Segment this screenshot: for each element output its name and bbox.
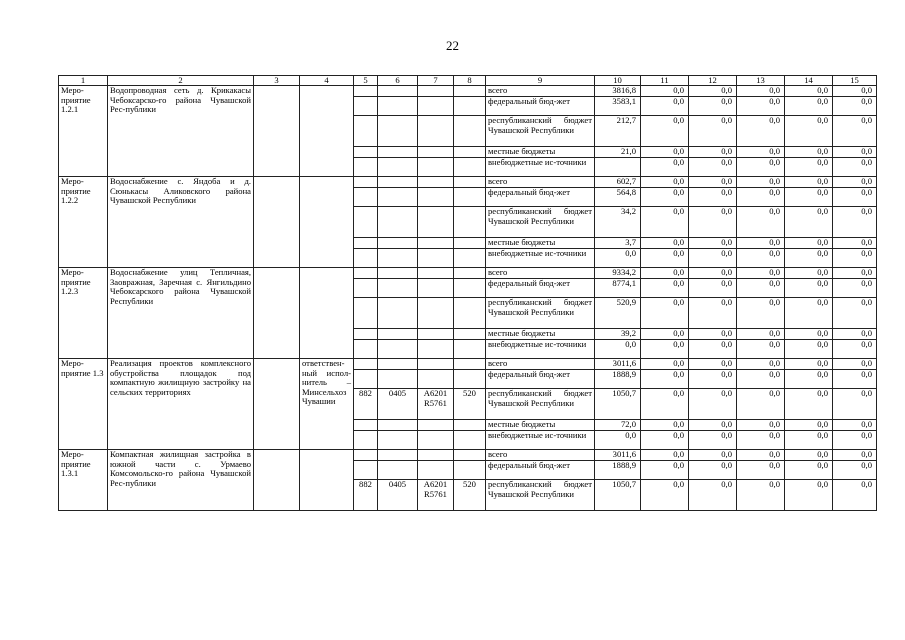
amount-cell: 1050,7	[595, 389, 641, 420]
code-col5	[354, 188, 378, 207]
code-col8	[454, 370, 486, 389]
amount-cell: 0,0	[785, 177, 833, 188]
amount-cell: 212,7	[595, 116, 641, 147]
measure-name: Водопроводная сеть д. Крикакасы Чебоксарско-го района Чувашской Рес-публики	[108, 86, 254, 177]
funding-source: местные бюджеты	[486, 238, 595, 249]
amount-cell: 0,0	[737, 238, 785, 249]
amount-cell: 0,0	[595, 249, 641, 268]
column-header: 13	[737, 76, 785, 86]
amount-cell: 0,0	[641, 420, 689, 431]
code-col6	[378, 116, 418, 147]
amount-cell: 0,0	[785, 298, 833, 329]
amount-cell: 0,0	[833, 329, 877, 340]
amount-cell: 0,0	[595, 431, 641, 450]
amount-cell: 0,0	[737, 461, 785, 480]
funding-source: республиканский бюджет Чувашской Республики	[486, 389, 595, 420]
amount-cell: 0,0	[641, 279, 689, 298]
amount-cell: 0,0	[641, 298, 689, 329]
table-row	[59, 268, 877, 279]
funding-source: республиканский бюджет Чувашской Республики	[486, 298, 595, 329]
code-col6	[378, 329, 418, 340]
code-col7	[418, 268, 454, 279]
amount-cell: 0,0	[689, 431, 737, 450]
code-col6	[378, 370, 418, 389]
amount-cell: 0,0	[785, 249, 833, 268]
amount-cell	[595, 158, 641, 177]
responsible-executor	[300, 268, 354, 359]
code-col6	[378, 461, 418, 480]
code-col8	[454, 461, 486, 480]
amount-cell: 0,0	[737, 298, 785, 329]
code-col6	[378, 147, 418, 158]
amount-cell: 0,0	[833, 116, 877, 147]
funding-source: всего	[486, 86, 595, 97]
measure-name: Компактная жилищная застройка в южной части с. Урмаево Комсомольско-го района Чувашской Рес-публики	[108, 450, 254, 511]
code-col8	[454, 268, 486, 279]
amount-cell: 0,0	[689, 420, 737, 431]
budget-table	[58, 75, 877, 511]
measure-code: Меро-приятие 1.2.3	[59, 268, 108, 359]
amount-cell: 0,0	[737, 86, 785, 97]
responsible-executor	[300, 450, 354, 511]
amount-cell: 0,0	[737, 158, 785, 177]
amount-cell: 0,0	[785, 116, 833, 147]
amount-cell: 0,0	[833, 238, 877, 249]
measure-name: Водоснабжение с. Яндоба и д. Сюнькасы Аликовского района Чувашской Республики	[108, 177, 254, 268]
amount-cell: 0,0	[689, 298, 737, 329]
measure-code: Меро-приятие 1.2.1	[59, 86, 108, 177]
amount-cell: 0,0	[833, 389, 877, 420]
code-col5	[354, 207, 378, 238]
amount-cell: 0,0	[833, 207, 877, 238]
amount-cell: 0,0	[641, 480, 689, 511]
amount-cell: 0,0	[833, 86, 877, 97]
code-col6: 0405	[378, 480, 418, 511]
funding-source: местные бюджеты	[486, 420, 595, 431]
amount-cell: 0,0	[641, 158, 689, 177]
measure-code: Меро-приятие 1.3	[59, 359, 108, 450]
amount-cell: 8774,1	[595, 279, 641, 298]
code-col7	[418, 461, 454, 480]
amount-cell: 0,0	[833, 340, 877, 359]
amount-cell: 0,0	[833, 249, 877, 268]
column-header: 8	[454, 76, 486, 86]
amount-cell: 0,0	[737, 97, 785, 116]
code-col7	[418, 116, 454, 147]
amount-cell: 0,0	[641, 207, 689, 238]
column-header: 5	[354, 76, 378, 86]
amount-cell: 34,2	[595, 207, 641, 238]
funding-source: внебюджетные ис-точники	[486, 249, 595, 268]
responsible-executor	[300, 177, 354, 268]
code-col6	[378, 86, 418, 97]
amount-cell: 0,0	[833, 188, 877, 207]
code-col6	[378, 238, 418, 249]
column-3-cell	[254, 450, 300, 511]
amount-cell: 0,0	[641, 97, 689, 116]
code-col7	[418, 420, 454, 431]
code-col7	[418, 188, 454, 207]
table-row	[59, 359, 877, 370]
amount-cell: 0,0	[689, 238, 737, 249]
amount-cell: 0,0	[737, 359, 785, 370]
amount-cell: 0,0	[641, 329, 689, 340]
amount-cell: 0,0	[833, 480, 877, 511]
funding-source: внебюджетные ис-точники	[486, 431, 595, 450]
amount-cell: 0,0	[833, 359, 877, 370]
amount-cell: 0,0	[737, 329, 785, 340]
code-col5	[354, 97, 378, 116]
column-3-cell	[254, 177, 300, 268]
code-col5	[354, 116, 378, 147]
code-col8	[454, 249, 486, 268]
code-col7	[418, 279, 454, 298]
code-col8	[454, 329, 486, 340]
amount-cell: 0,0	[641, 249, 689, 268]
code-col6	[378, 298, 418, 329]
code-col6	[378, 158, 418, 177]
page-number: 22	[446, 38, 459, 53]
amount-cell: 0,0	[641, 389, 689, 420]
funding-source: федеральный бюд-жет	[486, 461, 595, 480]
code-col7	[418, 431, 454, 450]
amount-cell: 0,0	[689, 268, 737, 279]
amount-cell: 72,0	[595, 420, 641, 431]
code-col8	[454, 147, 486, 158]
amount-cell: 0,0	[833, 279, 877, 298]
funding-source: местные бюджеты	[486, 329, 595, 340]
code-col5	[354, 177, 378, 188]
amount-cell: 0,0	[689, 147, 737, 158]
amount-cell: 0,0	[641, 116, 689, 147]
amount-cell: 0,0	[737, 279, 785, 298]
code-col8	[454, 340, 486, 359]
amount-cell: 0,0	[689, 359, 737, 370]
amount-cell: 0,0	[737, 340, 785, 359]
funding-source: местные бюджеты	[486, 147, 595, 158]
amount-cell: 0,0	[785, 188, 833, 207]
funding-source: всего	[486, 450, 595, 461]
amount-cell: 1888,9	[595, 461, 641, 480]
amount-cell: 0,0	[689, 461, 737, 480]
code-col7	[418, 329, 454, 340]
code-col5	[354, 147, 378, 158]
amount-cell: 0,0	[785, 147, 833, 158]
amount-cell: 0,0	[689, 249, 737, 268]
code-col8	[454, 298, 486, 329]
code-col5	[354, 359, 378, 370]
column-3-cell	[254, 268, 300, 359]
amount-cell: 564,8	[595, 188, 641, 207]
code-col5	[354, 461, 378, 480]
column-header: 9	[486, 76, 595, 86]
code-col5	[354, 249, 378, 268]
amount-cell: 0,0	[689, 389, 737, 420]
amount-cell: 0,0	[641, 359, 689, 370]
code-col6	[378, 279, 418, 298]
column-3-cell	[254, 86, 300, 177]
column-header: 2	[108, 76, 254, 86]
code-col7	[418, 370, 454, 389]
column-header: 7	[418, 76, 454, 86]
amount-cell: 0,0	[785, 461, 833, 480]
code-col5	[354, 329, 378, 340]
code-col8	[454, 97, 486, 116]
amount-cell: 0,0	[833, 147, 877, 158]
amount-cell: 0,0	[833, 461, 877, 480]
code-col8	[454, 431, 486, 450]
amount-cell: 0,0	[737, 249, 785, 268]
code-col6	[378, 340, 418, 359]
table-row	[59, 450, 877, 461]
amount-cell: 0,0	[689, 116, 737, 147]
code-col6	[378, 420, 418, 431]
amount-cell: 0,0	[641, 431, 689, 450]
funding-source: федеральный бюд-жет	[486, 370, 595, 389]
amount-cell: 0,0	[785, 158, 833, 177]
code-col7	[418, 207, 454, 238]
amount-cell: 602,7	[595, 177, 641, 188]
amount-cell: 0,0	[833, 177, 877, 188]
funding-source: внебюджетные ис-точники	[486, 340, 595, 359]
table-row	[59, 177, 877, 188]
amount-cell: 0,0	[689, 158, 737, 177]
header-row	[59, 76, 877, 86]
code-col5	[354, 86, 378, 97]
code-col7	[418, 298, 454, 329]
amount-cell: 0,0	[833, 158, 877, 177]
column-header: 10	[595, 76, 641, 86]
code-col5	[354, 238, 378, 249]
amount-cell: 0,0	[833, 298, 877, 329]
code-col7	[418, 86, 454, 97]
amount-cell: 0,0	[785, 238, 833, 249]
code-col6	[378, 431, 418, 450]
amount-cell: 0,0	[641, 461, 689, 480]
code-col8	[454, 238, 486, 249]
amount-cell: 3011,6	[595, 359, 641, 370]
code-col6	[378, 177, 418, 188]
amount-cell: 0,0	[689, 480, 737, 511]
measure-code: Меро-приятие 1.2.2	[59, 177, 108, 268]
column-header: 15	[833, 76, 877, 86]
amount-cell: 0,0	[785, 431, 833, 450]
amount-cell: 3583,1	[595, 97, 641, 116]
code-col5	[354, 158, 378, 177]
amount-cell: 0,0	[737, 177, 785, 188]
amount-cell: 0,0	[785, 480, 833, 511]
responsible-executor: ответствен-ный испол-нитель – Минсельхоз Чувашии	[300, 359, 354, 450]
amount-cell: 9334,2	[595, 268, 641, 279]
column-header: 11	[641, 76, 689, 86]
amount-cell: 0,0	[833, 370, 877, 389]
amount-cell: 0,0	[785, 97, 833, 116]
amount-cell: 0,0	[641, 238, 689, 249]
column-header: 1	[59, 76, 108, 86]
code-col8	[454, 86, 486, 97]
amount-cell: 0,0	[785, 279, 833, 298]
amount-cell: 0,0	[689, 97, 737, 116]
measure-name: Водоснабжение улиц Тепличная, Заовражная, Заречная с. Янгильдино Чебоксарского района Чувашской Республики	[108, 268, 254, 359]
amount-cell: 0,0	[737, 480, 785, 511]
amount-cell: 0,0	[689, 370, 737, 389]
amount-cell: 0,0	[689, 450, 737, 461]
column-header: 3	[254, 76, 300, 86]
amount-cell: 0,0	[785, 359, 833, 370]
code-col6: 0405	[378, 389, 418, 420]
amount-cell: 0,0	[689, 329, 737, 340]
code-col8: 520	[454, 480, 486, 511]
amount-cell: 0,0	[785, 340, 833, 359]
code-col6	[378, 188, 418, 207]
code-col5: 882	[354, 480, 378, 511]
column-header: 6	[378, 76, 418, 86]
amount-cell: 1050,7	[595, 480, 641, 511]
code-col6	[378, 359, 418, 370]
amount-cell: 0,0	[689, 279, 737, 298]
code-col8	[454, 207, 486, 238]
code-col5: 882	[354, 389, 378, 420]
code-col7	[418, 158, 454, 177]
code-col6	[378, 207, 418, 238]
amount-cell: 0,0	[737, 188, 785, 207]
amount-cell: 3,7	[595, 238, 641, 249]
amount-cell: 0,0	[833, 431, 877, 450]
amount-cell: 520,9	[595, 298, 641, 329]
amount-cell: 0,0	[595, 340, 641, 359]
code-col5	[354, 420, 378, 431]
code-col7	[418, 238, 454, 249]
column-header: 4	[300, 76, 354, 86]
code-col5	[354, 450, 378, 461]
code-col7	[418, 450, 454, 461]
code-col7	[418, 359, 454, 370]
amount-cell: 0,0	[737, 116, 785, 147]
amount-cell: 0,0	[689, 86, 737, 97]
funding-source: федеральный бюд-жет	[486, 97, 595, 116]
funding-source: республиканский бюджет Чувашской Республики	[486, 207, 595, 238]
code-col6	[378, 97, 418, 116]
code-col8	[454, 177, 486, 188]
code-col8	[454, 359, 486, 370]
amount-cell: 21,0	[595, 147, 641, 158]
measure-code: Меро-приятие 1.3.1	[59, 450, 108, 511]
funding-source: всего	[486, 268, 595, 279]
amount-cell: 1888,9	[595, 370, 641, 389]
amount-cell: 0,0	[785, 86, 833, 97]
amount-cell: 0,0	[641, 177, 689, 188]
code-col6	[378, 249, 418, 268]
code-col5	[354, 298, 378, 329]
amount-cell: 0,0	[737, 370, 785, 389]
amount-cell: 0,0	[833, 268, 877, 279]
amount-cell: 0,0	[689, 177, 737, 188]
column-header: 14	[785, 76, 833, 86]
amount-cell: 0,0	[833, 420, 877, 431]
funding-source: внебюджетные ис-точники	[486, 158, 595, 177]
code-col7	[418, 97, 454, 116]
code-col7	[418, 147, 454, 158]
code-col8	[454, 420, 486, 431]
amount-cell: 0,0	[785, 329, 833, 340]
amount-cell: 0,0	[785, 389, 833, 420]
code-col7	[418, 177, 454, 188]
code-col7: А6201 R5761	[418, 389, 454, 420]
code-col6	[378, 450, 418, 461]
funding-source: республиканский бюджет Чувашской Республики	[486, 116, 595, 147]
code-col8: 520	[454, 389, 486, 420]
responsible-executor	[300, 86, 354, 177]
code-col5	[354, 370, 378, 389]
amount-cell: 0,0	[785, 420, 833, 431]
amount-cell: 0,0	[737, 450, 785, 461]
table-row	[59, 86, 877, 97]
amount-cell: 0,0	[785, 207, 833, 238]
amount-cell: 0,0	[641, 86, 689, 97]
amount-cell: 3816,8	[595, 86, 641, 97]
funding-source: федеральный бюд-жет	[486, 279, 595, 298]
code-col8	[454, 450, 486, 461]
code-col8	[454, 116, 486, 147]
amount-cell: 0,0	[689, 340, 737, 359]
amount-cell: 0,0	[641, 370, 689, 389]
amount-cell: 3011,6	[595, 450, 641, 461]
code-col5	[354, 340, 378, 359]
code-col6	[378, 268, 418, 279]
code-col8	[454, 158, 486, 177]
column-3-cell	[254, 359, 300, 450]
amount-cell: 0,0	[737, 389, 785, 420]
amount-cell: 0,0	[785, 370, 833, 389]
code-col5	[354, 268, 378, 279]
amount-cell: 0,0	[641, 340, 689, 359]
amount-cell: 0,0	[833, 97, 877, 116]
amount-cell: 0,0	[833, 450, 877, 461]
code-col5	[354, 431, 378, 450]
amount-cell: 0,0	[737, 147, 785, 158]
measure-name: Реализация проектов комплексного обустройства площадок под компактную жилищную застройку на сельских территориях	[108, 359, 254, 450]
amount-cell: 0,0	[689, 188, 737, 207]
column-header: 12	[689, 76, 737, 86]
amount-cell: 39,2	[595, 329, 641, 340]
amount-cell: 0,0	[785, 268, 833, 279]
amount-cell: 0,0	[641, 450, 689, 461]
funding-source: республиканский бюджет Чувашской Республики	[486, 480, 595, 511]
code-col8	[454, 188, 486, 207]
amount-cell: 0,0	[641, 188, 689, 207]
amount-cell: 0,0	[737, 420, 785, 431]
funding-source: федеральный бюд-жет	[486, 188, 595, 207]
code-col8	[454, 279, 486, 298]
amount-cell: 0,0	[737, 268, 785, 279]
funding-source: всего	[486, 177, 595, 188]
amount-cell: 0,0	[737, 431, 785, 450]
code-col5	[354, 279, 378, 298]
code-col7: А6201 R5761	[418, 480, 454, 511]
amount-cell: 0,0	[641, 147, 689, 158]
amount-cell: 0,0	[737, 207, 785, 238]
amount-cell: 0,0	[689, 207, 737, 238]
funding-source: всего	[486, 359, 595, 370]
code-col7	[418, 249, 454, 268]
code-col7	[418, 340, 454, 359]
amount-cell: 0,0	[641, 268, 689, 279]
amount-cell: 0,0	[785, 450, 833, 461]
